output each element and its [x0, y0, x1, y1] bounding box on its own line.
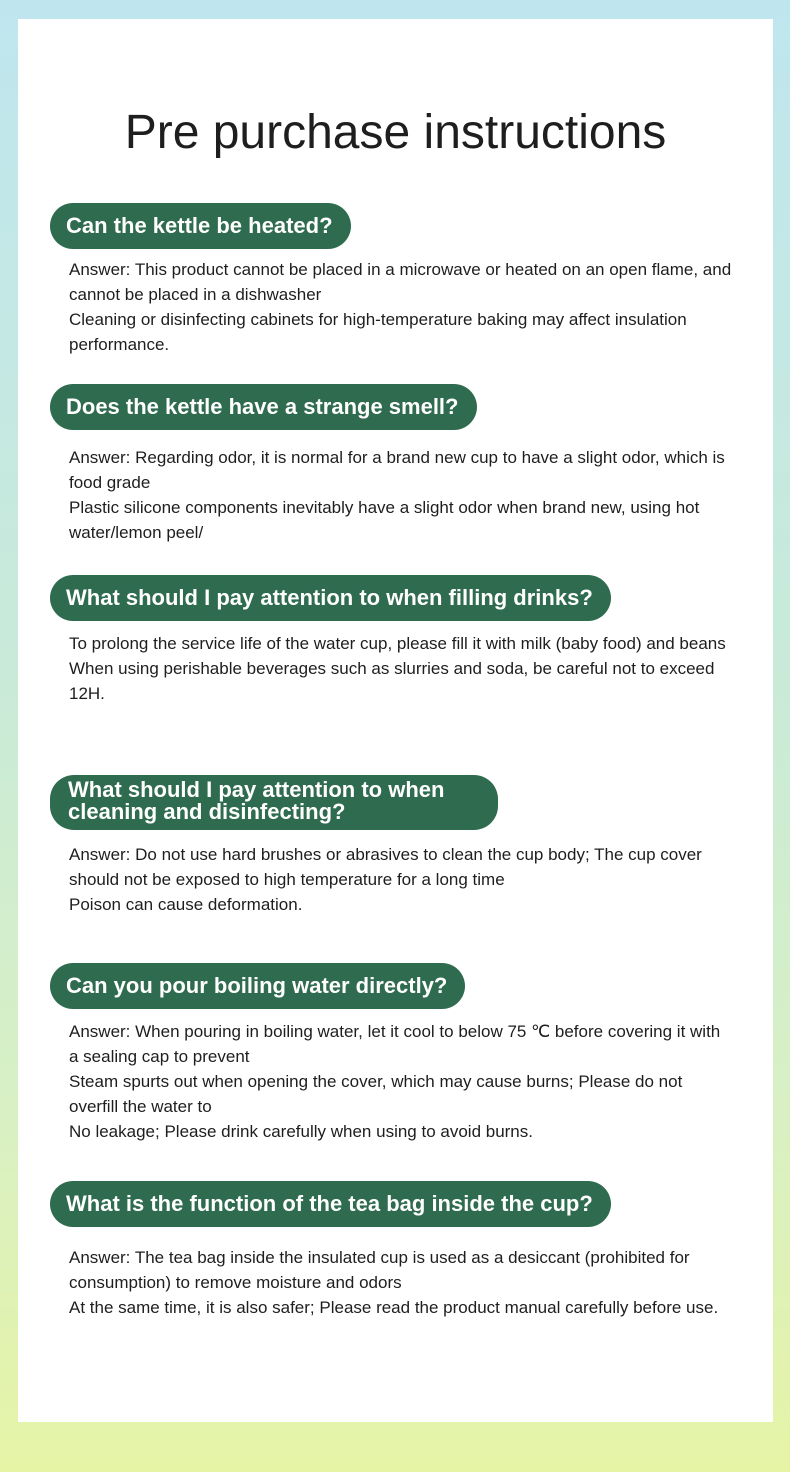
instructions-card — [18, 19, 773, 1422]
answer-line: Answer: The tea bag inside the insulated cup is used as a desiccant (prohibited for consumption) to remove moisture and odors — [69, 1248, 690, 1292]
answer-line: Steam spurts out when opening the cover, which may cause burns; Please do not overfill the water to — [69, 1072, 683, 1116]
faq-question-smell: Does the kettle have a strange smell? — [50, 384, 477, 430]
faq-answer-cleaning — [69, 842, 734, 917]
answer-line: Cleaning or disinfecting cabinets for high-temperature baking may affect insulation performance. — [69, 310, 687, 354]
answer-line: Plastic silicone components inevitably have a slight odor when brand new, using hot water/lemon peel/ — [69, 498, 700, 542]
faq-answer-heating — [69, 257, 734, 357]
page-title: Pre purchase instructions — [124, 106, 667, 159]
answer-line: When using perishable beverages such as slurries and soda, be careful not to exceed 12H. — [69, 659, 715, 703]
answer-line: Answer: Do not use hard brushes or abrasives to clean the cup body; The cup cover should not be exposed to high temperature for a long time — [69, 845, 702, 889]
faq-question-filling: What should I pay attention to when filling drinks? — [50, 575, 611, 621]
answer-line: To prolong the service life of the water cup, please fill it with milk (baby food) and beans — [69, 634, 726, 653]
faq-answer-filling — [69, 631, 734, 706]
faq-answer-tea-bag — [69, 1245, 734, 1320]
answer-line: Answer: Regarding odor, it is normal for a brand new cup to have a slight odor, which is food grade — [69, 448, 725, 492]
faq-question-boiling: Can you pour boiling water directly? — [50, 963, 465, 1009]
answer-line: No leakage; Please drink carefully when using to avoid burns. — [69, 1122, 533, 1141]
faq-question-heating: Can the kettle be heated? — [50, 203, 351, 249]
faq-answer-boiling — [69, 1019, 734, 1144]
answer-line: Poison can cause deformation. — [69, 895, 303, 914]
answer-line: At the same time, it is also safer; Please read the product manual carefully before use. — [69, 1298, 719, 1317]
answer-line: Answer: When pouring in boiling water, let it cool to below 75 ℃ before covering it with a sealing cap to prevent — [69, 1022, 721, 1066]
faq-answer-smell — [69, 445, 734, 545]
faq-question-cleaning: What should I pay attention to when cleaning and disinfecting? — [50, 775, 498, 830]
faq-question-tea-bag: What is the function of the tea bag inside the cup? — [50, 1181, 611, 1227]
answer-line: Answer: This product cannot be placed in a microwave or heated on an open flame, and cannot be placed in a dishwasher — [69, 260, 732, 304]
